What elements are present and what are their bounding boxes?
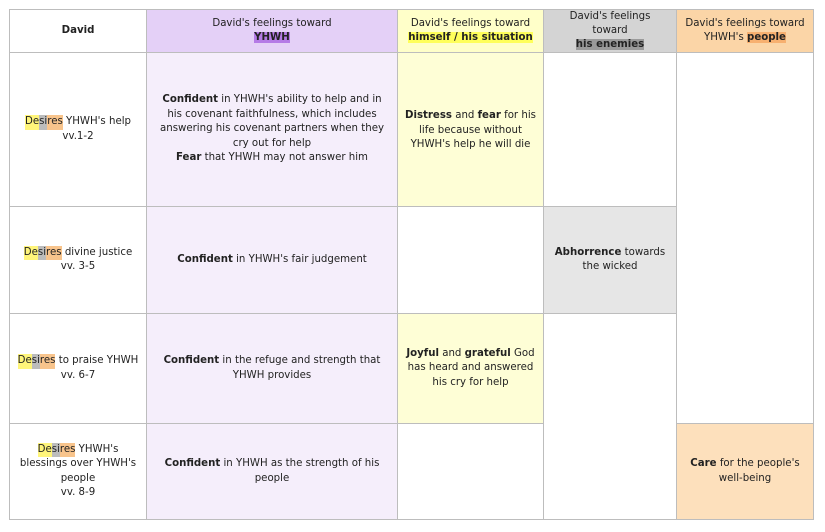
- self-cell: Joyful and grateful God has heard and answered his cry for help: [398, 314, 544, 424]
- header-people: David's feelings toward YHWH's people: [677, 10, 814, 53]
- table-row: [10, 53, 814, 207]
- header-self: David's feelings toward himself / his situation: [398, 10, 544, 53]
- self-cell: Distress and fear for his life because without YHWH's help he will die: [398, 53, 544, 207]
- yhwh-cell: Confident in YHWH as the strength of his people: [147, 424, 398, 520]
- self-cell: [398, 424, 544, 520]
- desires-highlight: De si res: [18, 354, 56, 369]
- david-cell: De si res YHWH's blessings over YHWH's people vv. 8-9: [10, 424, 147, 520]
- david-cell: De si res divine justice vv. 3-5: [10, 207, 147, 314]
- desires-highlight: De si res: [38, 443, 76, 458]
- header-yhwh: David's feelings toward YHWH: [147, 10, 398, 53]
- header-row: [10, 10, 814, 53]
- enemies-cell: [544, 53, 677, 207]
- david-cell: De si res to praise YHWH vv. 6-7: [10, 314, 147, 424]
- feelings-table: [9, 9, 814, 520]
- header-david: David: [10, 10, 147, 53]
- desires-highlight: De si res: [25, 115, 63, 130]
- header-self-highlight: himself / his situation: [408, 32, 533, 43]
- yhwh-cell: Confident in YHWH's ability to help and in his covenant faithfulness, which includes answering his covenant partners when they cry out for help Fear that YHWH may not answer him: [147, 53, 398, 207]
- people-cell: [677, 53, 814, 424]
- header-people-highlight: people: [747, 32, 786, 43]
- enemies-cell: [544, 314, 677, 520]
- header-enemies-highlight: his enemies: [575, 39, 645, 50]
- yhwh-cell: Confident in the refuge and strength that YHWH provides: [147, 314, 398, 424]
- people-cell: Care for the people's well-being: [677, 424, 814, 520]
- enemies-cell: Abhorrence towards the wicked: [544, 207, 677, 314]
- david-cell: De si res YHWH's help vv.1-2: [10, 53, 147, 207]
- desires-highlight: De si res: [24, 246, 62, 261]
- header-enemies: David's feelings toward his enemies: [544, 10, 677, 53]
- table-row: [10, 424, 814, 520]
- header-yhwh-highlight: YHWH: [254, 32, 290, 43]
- yhwh-cell: Confident in YHWH's fair judgement: [147, 207, 398, 314]
- self-cell: [398, 207, 544, 314]
